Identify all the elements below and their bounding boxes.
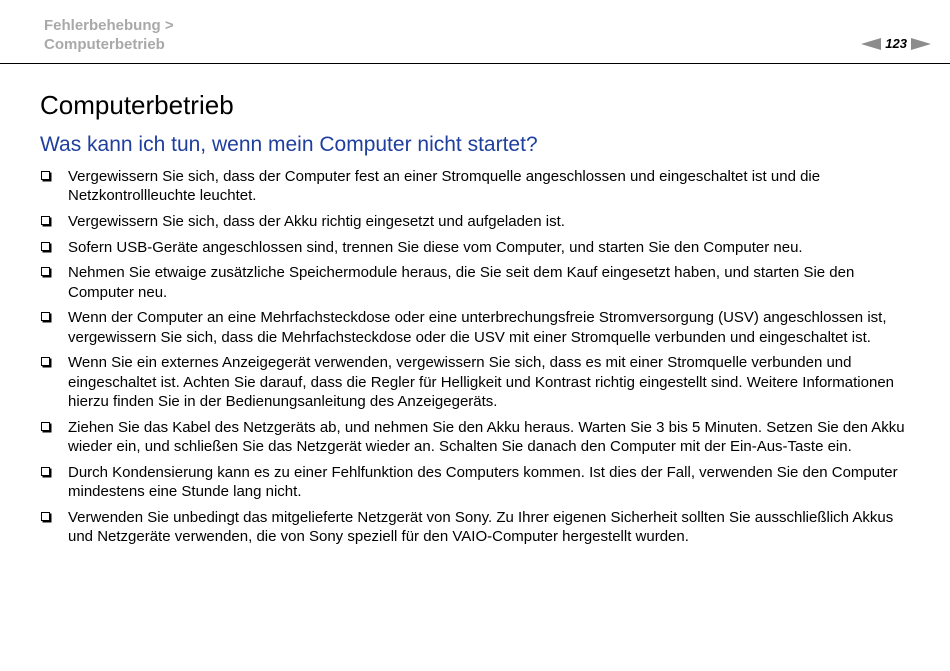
breadcrumb bbox=[44, 16, 174, 54]
list-item-text: Sofern USB-Geräte angeschlossen sind, trennen Sie diese vom Computer, und starten Sie den Computer neu. bbox=[68, 238, 803, 256]
list-item bbox=[40, 308, 920, 347]
list-item bbox=[40, 463, 920, 502]
checkbox-bullet-icon bbox=[41, 312, 50, 321]
list-item-text: Wenn der Computer an eine Mehrfachsteckdose oder eine unterbrechungsfreie Stromversorgung (USV) angeschlossen ist, vergewissern Sie sich, dass die Mehrfachsteckdose oder die USV mit einer Stromquelle verbunden und eingeschaltet ist. bbox=[68, 309, 887, 346]
list-item bbox=[40, 238, 920, 257]
previous-page-arrow-icon[interactable] bbox=[861, 38, 881, 50]
list-item-text: Wenn Sie ein externes Anzeigegerät verwenden, vergewissern Sie sich, dass es mit einer Stromquelle verbunden und eingeschaltet ist. Achten Sie darauf, dass die Regler für Helligkeit und Kontrast richtig eingestellt sind. Weitere Informationen hierzu finden Sie in der Bedienungsanleitung des Anzeigegeräts. bbox=[68, 354, 895, 410]
breadcrumb-item-current: Computerbetrieb bbox=[44, 36, 165, 53]
checkbox-bullet-icon bbox=[41, 357, 50, 366]
page-title: Computerbetrieb bbox=[40, 90, 234, 120]
list-item bbox=[40, 212, 920, 231]
checkbox-bullet-icon bbox=[41, 171, 50, 180]
checkbox-bullet-icon bbox=[41, 242, 50, 251]
list-item-text: Verwenden Sie unbedingt das mitgelieferte Netzgerät von Sony. Zu Ihrer eigenen Sicherheit sollten Sie ausschließlich Akkus und Netzgeräte verwenden, die von Sony speziell für den VAIO-Computer hergestellt wurden. bbox=[68, 508, 894, 545]
checkbox-bullet-icon bbox=[41, 267, 50, 276]
list-item-text: Ziehen Sie das Kabel des Netzgeräts ab, und nehmen Sie den Akku heraus. Warten Sie 3 bis 5 Minuten. Setzen Sie den Akku wieder ein, und schließen Sie das Netzgerät wieder an. Schalten Sie danach den Computer mit der Ein-Aus-Taste ein. bbox=[68, 418, 905, 455]
checkbox-bullet-icon bbox=[41, 467, 50, 476]
list-item-text: Nehmen Sie etwaige zusätzliche Speichermodule heraus, die Sie seit dem Kauf eingesetzt haben, und starten Sie den Computer neu. bbox=[68, 264, 855, 301]
next-page-arrow-icon[interactable] bbox=[911, 38, 931, 50]
breadcrumb-item-section: Fehlerbehebung > bbox=[44, 17, 174, 34]
page-navigation bbox=[861, 36, 931, 52]
list-item bbox=[40, 167, 920, 206]
checkbox-bullet-icon bbox=[41, 216, 50, 225]
list-item-text: Durch Kondensierung kann es zu einer Fehlfunktion des Computers kommen. Ist dies der Fall, verwenden Sie den Computer mindestens eine Stunde lang nicht. bbox=[68, 463, 898, 500]
list-item-text: Vergewissern Sie sich, dass der Computer fest an einer Stromquelle angeschlossen und eingeschaltet ist und die Netzkontrollleuchte leuchtet. bbox=[68, 168, 821, 205]
page-number: 123 bbox=[885, 36, 907, 51]
troubleshooting-list bbox=[40, 167, 920, 553]
list-item bbox=[40, 508, 920, 547]
list-item-text: Vergewissern Sie sich, dass der Akku richtig eingesetzt und aufgeladen ist. bbox=[68, 213, 565, 230]
list-item bbox=[40, 353, 920, 411]
list-item bbox=[40, 418, 920, 457]
page-header bbox=[0, 0, 950, 64]
checkbox-bullet-icon bbox=[41, 422, 50, 431]
section-heading: Was kann ich tun, wenn mein Computer nicht startet? bbox=[40, 133, 538, 156]
checkbox-bullet-icon bbox=[41, 512, 50, 521]
list-item bbox=[40, 263, 920, 302]
